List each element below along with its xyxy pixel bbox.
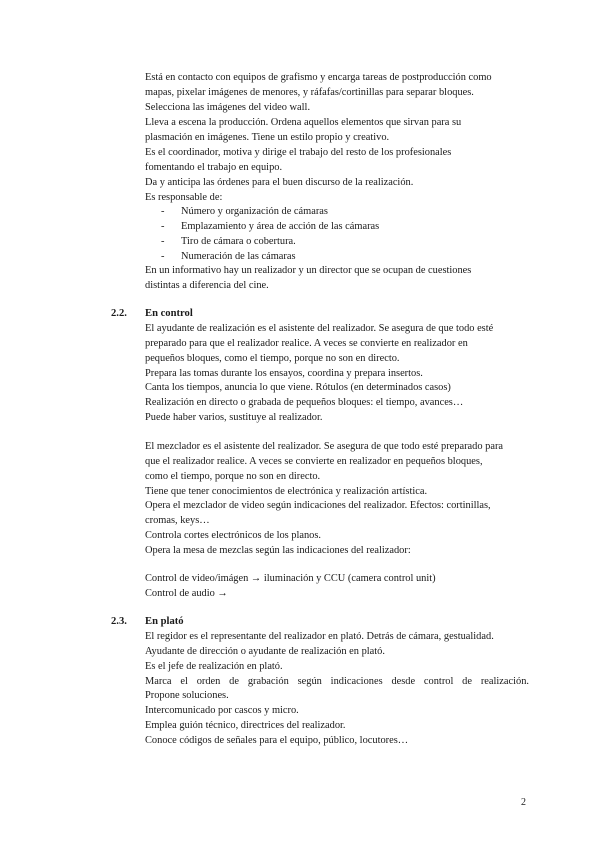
text-line: Es el coordinador, motiva y dirige el trabajo del resto de los profesionales [145, 147, 452, 158]
list-item: Emplazamiento y área de acción de las cámaras [181, 221, 380, 232]
text-line: Ayudante de dirección o ayudante de realización en plató. [145, 646, 385, 657]
text-line: Control de video/imágen → iluminación y CCU (camera control unit) [145, 573, 436, 584]
text-line: que el realizador realice. A veces se convierte en realizador en pequeños bloques, [145, 456, 483, 467]
text-line: mapas, pixelar imágenes de menores, y ráfafas/cortinillas para separar bloques. [145, 87, 474, 98]
list-bullet: - [161, 251, 165, 262]
text-line: Prepara las tomas durante los ensayos, coordina y prepara insertos. [145, 368, 423, 379]
text-line: En un informativo hay un realizador y un director que se ocupan de cuestiones [145, 265, 472, 276]
text-line: Marca el orden de grabación según indicaciones desde control de realización. [145, 676, 529, 687]
text-line: Selecciona las imágenes del video wall. [145, 102, 311, 113]
text-line: Canta los tiempos, anuncia lo que viene. Rótulos (en determinados casos) [145, 382, 451, 393]
page-number: 2 [521, 797, 526, 808]
text-line: Conoce códigos de señales para el equipo, público, locutores… [145, 735, 409, 746]
list-item: Tiro de cámara o cobertura. [181, 236, 296, 247]
text-line: Control de audio → [145, 588, 228, 599]
text-line: Controla cortes electrónicos de los planos. [145, 530, 322, 541]
text-line: Opera la mesa de mezclas según las indicaciones del realizador: [145, 545, 411, 556]
list-item: Número y organización de cámaras [181, 206, 328, 217]
section-number: 2.2. [111, 308, 127, 319]
section-number: 2.3. [111, 616, 127, 627]
text-line: pequeños bloques, como el tiempo, porque no son en directo. [145, 353, 400, 364]
text-line: El mezclador es el asistente del realizador. Se asegura de que todo esté preparado para [145, 441, 504, 452]
list-bullet: - [161, 206, 165, 217]
text-line: Está en contacto con equipos de grafismo y encarga tareas de postproducción como [145, 72, 492, 83]
text-line: distintas a diferencia del cine. [145, 280, 269, 291]
text-line: Intercomunicado por cascos y micro. [145, 705, 299, 716]
text-line: Opera el mezclador de video según indicaciones del realizador. Efectos: cortinillas, [145, 500, 491, 511]
list-bullet: - [161, 236, 165, 247]
text-line: Realización en directo o grabada de pequeños bloques: el tiempo, avances… [145, 397, 464, 408]
list-bullet: - [161, 221, 165, 232]
text-line: fomentando el trabajo en equipo. [145, 162, 283, 173]
section-title: En control [145, 308, 193, 319]
text-line: como el tiempo, porque no son en directo. [145, 471, 321, 482]
text-line: El ayudante de realización es el asistente del realizador. Se asegura de que todo esté [145, 323, 494, 334]
text-line: Es el jefe de realización en plató. [145, 661, 283, 672]
text-line: Lleva a escena la producción. Ordena aquellos elementos que sirvan para su [145, 117, 462, 128]
text-line: Da y anticipa las órdenes para el buen discurso de la realización. [145, 177, 414, 188]
list-item: Numeración de las cámaras [181, 251, 296, 262]
text-line: Es responsable de: [145, 192, 223, 203]
text-line: preparado para que el realizador realice. A veces se convierte en realizador en [145, 338, 468, 349]
text-line: cromas, keys… [145, 515, 210, 526]
text-line: plasmación en imágenes. Tiene un estilo propio y creativo. [145, 132, 390, 143]
text-line: El regidor es el representante del realizador en plató. Detrás de cámara, gestualidad. [145, 631, 494, 642]
text-line: Tiene que tener conocimientos de electrónica y realización artística. [145, 486, 428, 497]
text-line: Emplea guión técnico, directrices del realizador. [145, 720, 346, 731]
text-line: Propone soluciones. [145, 690, 229, 701]
text-line: Puede haber varios, sustituye al realizador. [145, 412, 323, 423]
section-title: En plató [145, 616, 184, 627]
